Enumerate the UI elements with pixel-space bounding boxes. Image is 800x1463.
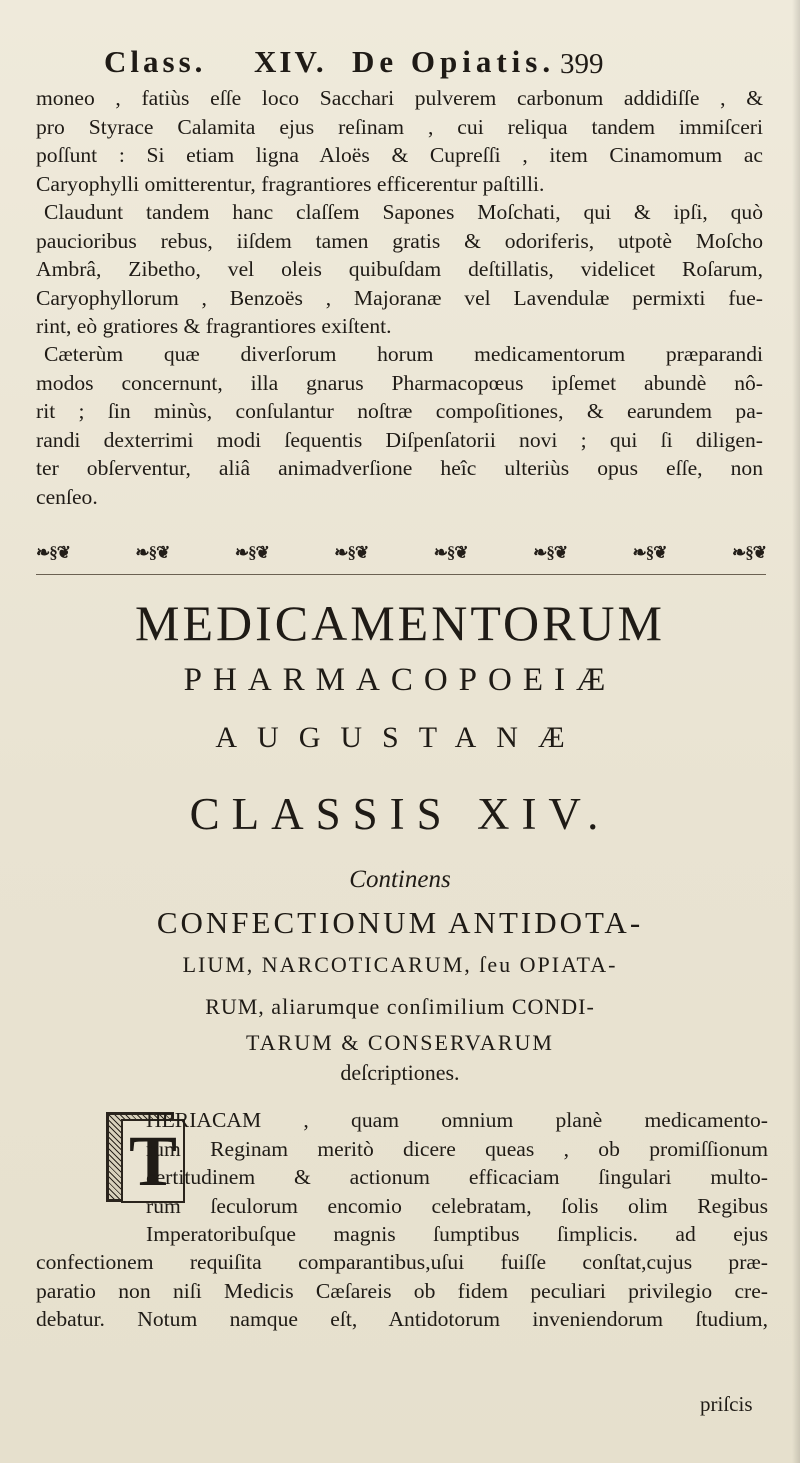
title-medicamentorum: MEDICAMENTORUM	[135, 595, 665, 651]
fleuron-ornament-icon: ❧§❦	[36, 543, 70, 562]
text-line: cenſeo.	[36, 484, 98, 509]
title-augustanae: AUGUSTANÆ	[215, 721, 585, 754]
text-line: pro Styrace Calamita ejus reſinam , cui reliqua tandem immiſceri	[36, 114, 763, 139]
fleuron-ornament-icon: ❧§❦	[234, 543, 269, 562]
text-line: Ambrâ, Zibetho, vel oleis quibuſdam deſtillatis, videlicet Roſarum,	[36, 257, 763, 281]
text-line: rit ; ſin minùs, conſulantur noſtræ compoſitiones, & earundem pa-	[36, 399, 763, 423]
text-line: randi dexterrimi modi ſequentis Diſpenſatorii novi ; qui ſi diligen-	[36, 427, 763, 452]
text-line: ter obſerventur, aliâ animadverſione heîc ulteriùs opus eſſe, non	[36, 456, 763, 480]
text-line: certitudinem & actionum efficaciam ſingulari multo-	[146, 1165, 768, 1189]
text-line: rum ſeculorum encomio celebratam, ſolis olim Regibus	[146, 1193, 768, 1218]
header-section-title: De Opiatis.	[352, 44, 556, 79]
text-line: HERIACAM , quam omnium planè medicamento-	[146, 1108, 768, 1132]
paragraph-4-continued	[36, 1248, 768, 1334]
text-line: Caryophyllorum , Benzoës , Majoranæ vel Lavendulæ permixti fue-	[36, 285, 763, 310]
text-line: paucioribus rebus, iiſdem tamen gratis & odoriferis, utpotè Moſcho	[36, 228, 763, 253]
text-line: Claudunt tandem hanc claſſem Sapones Moſchati, qui & ipſi, quò	[44, 200, 763, 224]
paragraph-2	[36, 198, 763, 341]
subtitle-line: deſcriptiones.	[340, 1060, 460, 1085]
subtitle-line: RUM, aliarumque conſimilium CONDI-	[205, 994, 595, 1019]
paragraph-3	[36, 340, 763, 511]
fleuron-ornament-icon: ❧§❦	[731, 543, 766, 562]
header-class-label: Class.	[104, 44, 207, 79]
text-line: Imperatoribuſque magnis ſumptibus ſimplicis. ad ejus	[146, 1222, 768, 1246]
subtitle-line: LIUM, NARCOTICARUM, ſeu OPIATA-	[182, 952, 618, 977]
header-class-number: XIV.	[254, 44, 327, 79]
title-pharmacopoeiae: PHARMACOPOEIÆ	[183, 662, 617, 698]
subtitle-continens: Continens	[349, 866, 451, 893]
fleuron-ornament-icon: ❧§❦	[433, 543, 468, 562]
paragraph-1	[36, 84, 763, 198]
subtitle-confectionum: CONFECTIONUM ANTIDOTA-	[156, 905, 644, 940]
paragraph-4-indented	[146, 1106, 768, 1249]
fleuron-ornament-icon: ❧§❦	[334, 543, 369, 562]
text-line: debatur. Notum namque eſt, Antidotorum inveniendorum ſtudium,	[36, 1307, 768, 1331]
fleuron-ornament-icon: ❧§❦	[533, 543, 568, 562]
title-classis: CLASSIS XIV.	[189, 789, 611, 839]
page-edge-shadow	[792, 0, 800, 1463]
text-line: Caryophylli omitterentur, fragrantiores efficerentur paſtilli.	[36, 171, 545, 196]
subtitle-line: TARUM & CONSERVARUM	[246, 1030, 554, 1055]
drop-cap-letter: T	[121, 1119, 185, 1203]
text-line: modos concernunt, illa gnarus Pharmacopœus ipſemet abundè nô-	[36, 370, 763, 395]
fleuron-ornament-icon: ❧§❦	[632, 543, 667, 562]
text-line: moneo , fatiùs eſſe loco Sacchari pulverem carbonum addidiſſe , &	[36, 86, 763, 110]
text-line: confectionem requiſita comparantibus,uſui fuiſſe conſtat,cujus præ-	[36, 1250, 768, 1274]
text-line: rum Reginam meritò dicere queas , ob promiſſionum	[146, 1136, 768, 1161]
catchword: priſcis	[700, 1392, 753, 1416]
ornament-band	[36, 538, 766, 568]
text-line: Cæterùm quæ diverſorum horum medicamentorum præparandi	[44, 342, 763, 366]
text-line: paratio non niſi Medicis Cæſareis ob fidem peculiari privilegio cre-	[36, 1278, 768, 1303]
fleuron-ornament-icon: ❧§❦	[135, 543, 170, 562]
divider	[36, 574, 766, 575]
text-line: rint, eò gratiores & fragrantiores exiſtent.	[36, 314, 392, 338]
page-number: 399	[560, 48, 604, 80]
text-line: poſſunt : Si etiam ligna Aloës & Cupreſſi , item Cinamomum ac	[36, 143, 763, 167]
